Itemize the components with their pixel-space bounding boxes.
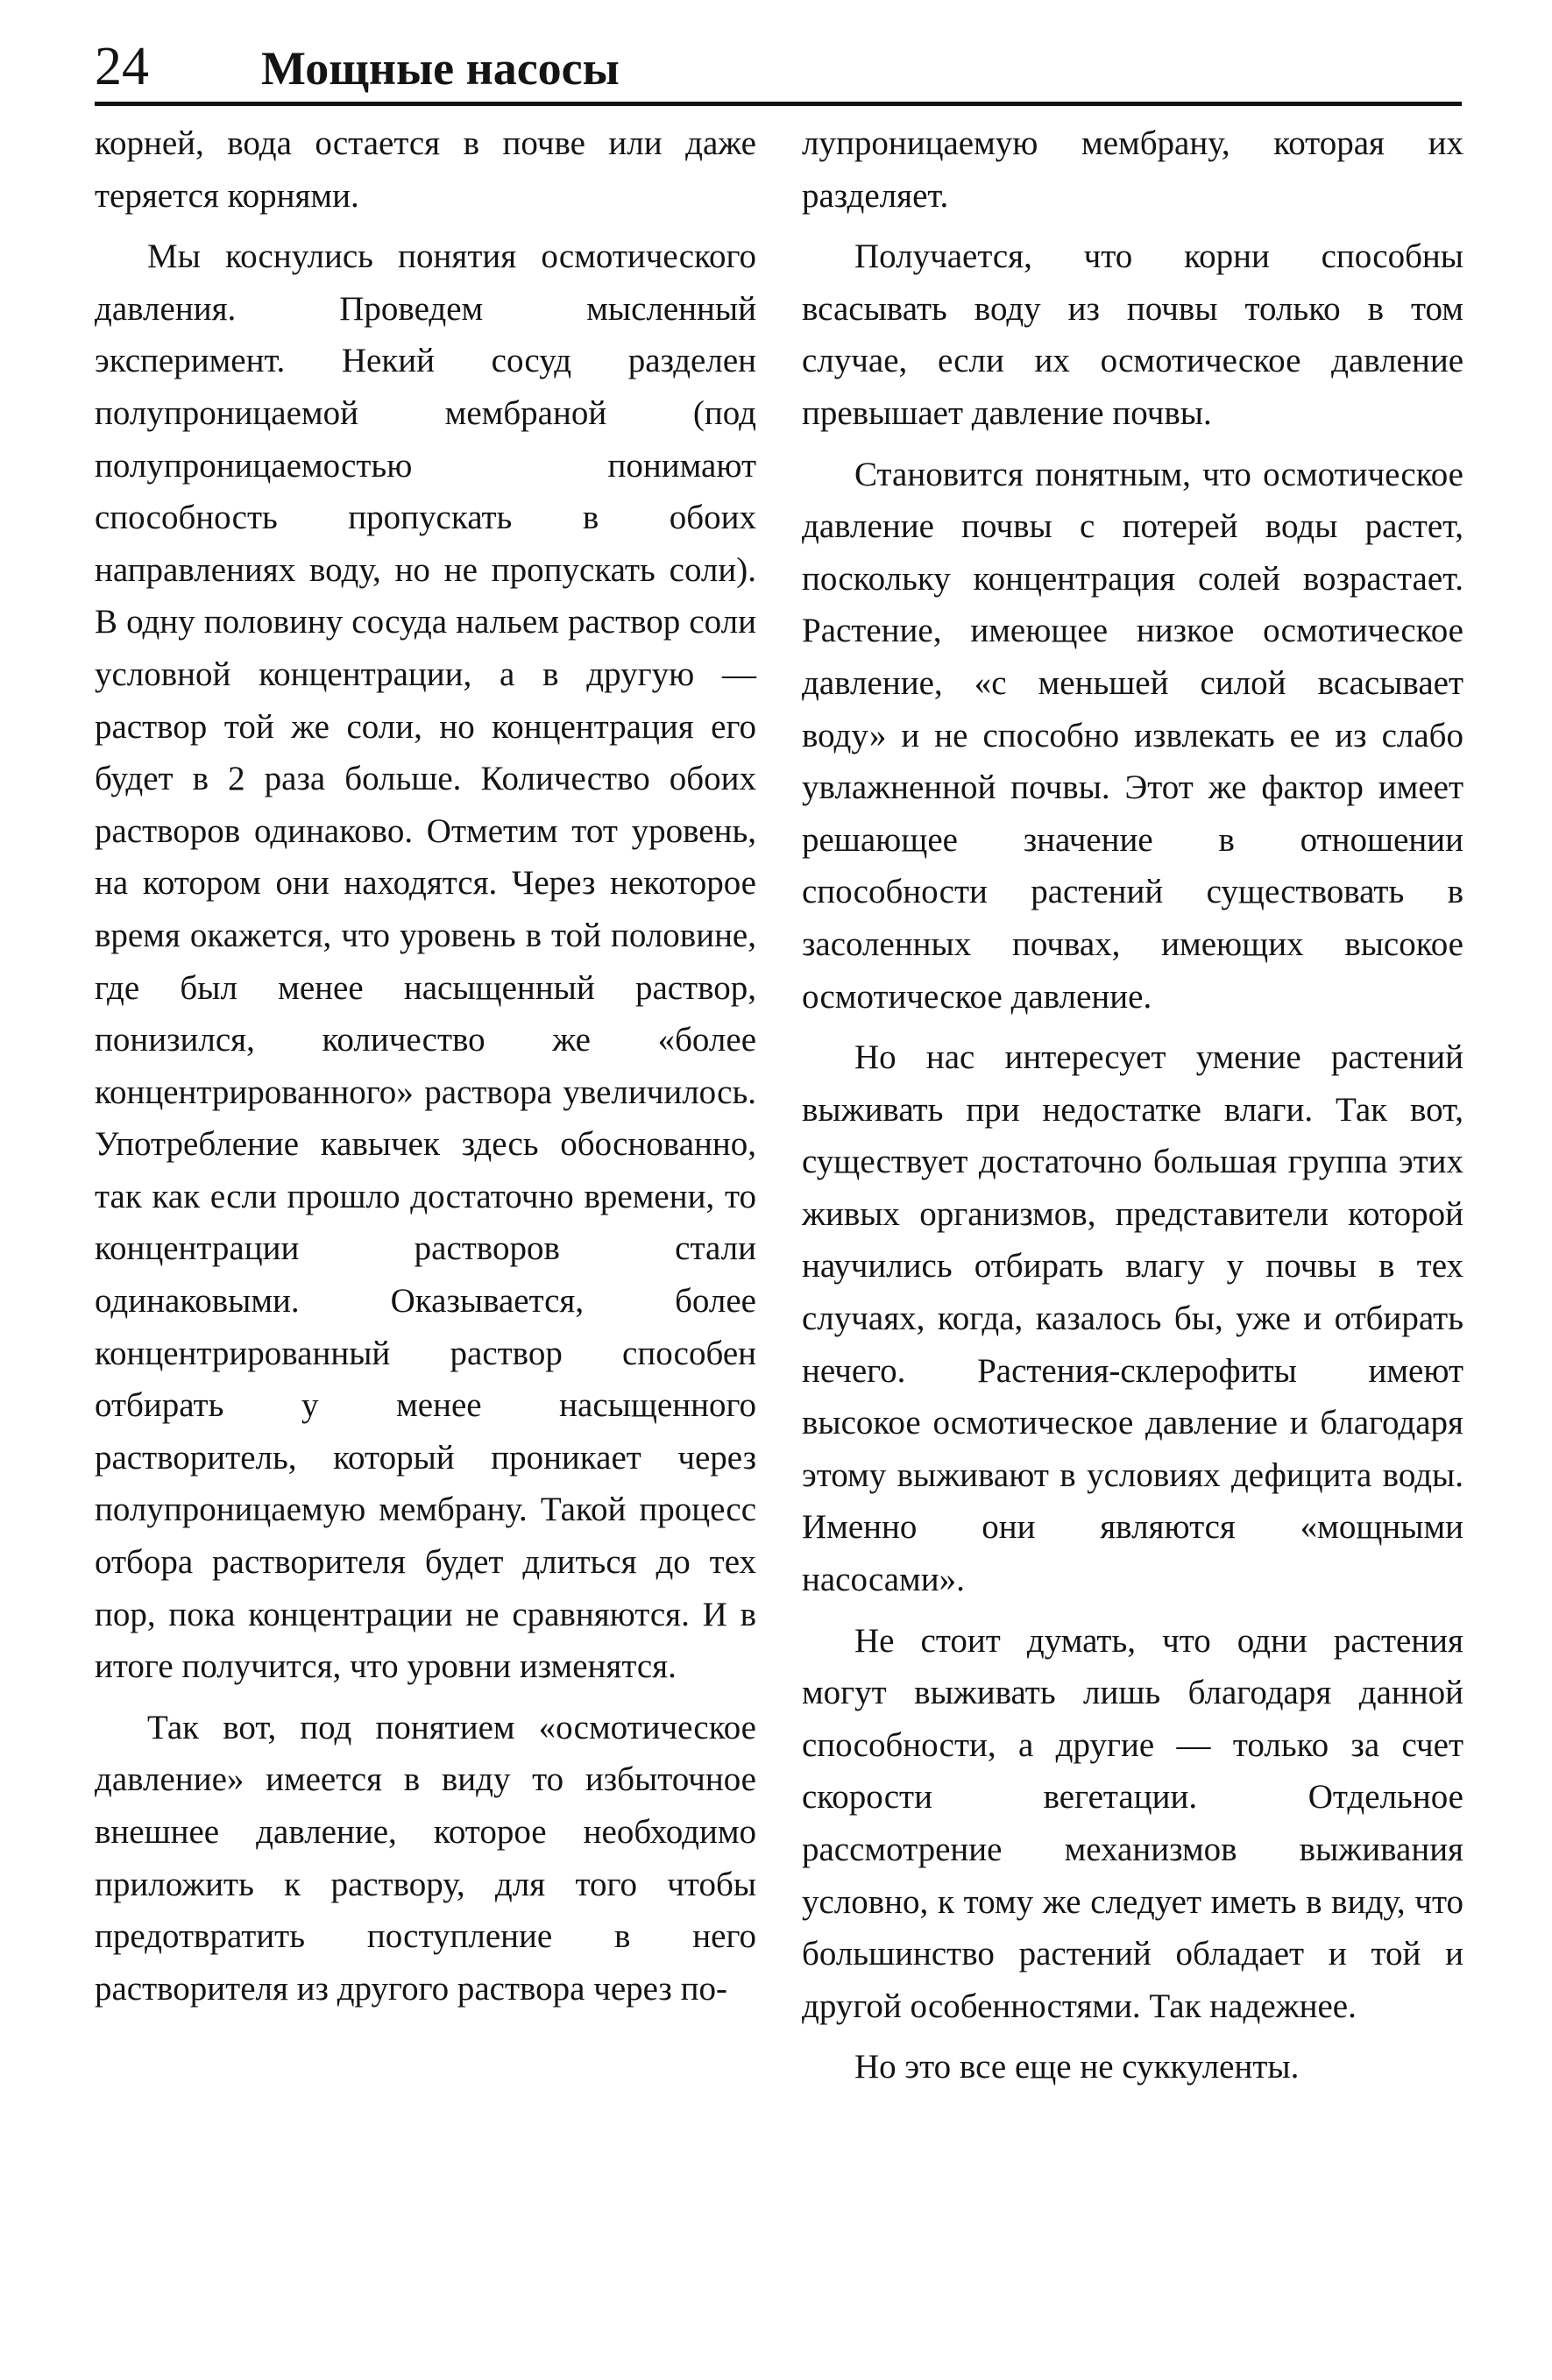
page-header	[95, 35, 1462, 98]
running-title: Мощные насосы	[261, 42, 620, 95]
paragraph: корней, вода остается в почве или даже теряется корнями.	[95, 124, 756, 215]
paragraph: Так вот, под понятием «осмотическое давление» имеется в виду то избыточное внешнее давление, которое необходимо приложить к раствору, для того чтобы предотвратить поступление в него растворителя из другого раствора через по-	[95, 1708, 756, 2008]
paragraph: Но нас интересует умение растений выживать при недостатке влаги. Так вот, существует достаточно большая группа этих живых организмов, представители которой научились отбирать влагу у почвы в тех случаях, когда, казалось бы, уже и отбирать нечего. Растения-склерофиты имеют высокое осмотическое давление и благодаря этому выживают в условиях дефицита воды. Именно они являются «мощными насосами».	[802, 1038, 1463, 1599]
paragraph: лупроницаемую мембрану, которая их разделяет.	[802, 124, 1463, 215]
paragraph: Получается, что корни способны всасывать воду из почвы только в том случае, если их осмотическое давление превышает давление почвы.	[802, 237, 1463, 432]
right-column	[802, 117, 1463, 2102]
left-column	[95, 117, 756, 2023]
paragraph: Становится понятным, что осмотическое давление почвы с потерей воды растет, поскольку концентрация солей возрастает. Растение, имеющее низкое осмотическое давление, «с меньшей силой всасывает воду» и не способно извлекать ее из слабо увлажненной почвы. Этот же фактор имеет решающее значение в отношении способности растений существовать в засоленных почвах, имеющих высокое осмотическое давление.	[802, 455, 1463, 1016]
paragraph: Не стоит думать, что одни растения могут выживать лишь благодаря данной способности, а другие — только за счет скорости вегетации. Отдельное рассмотрение механизмов выживания условно, к тому же следует иметь в виду, что большинство растений обладает и той и другой особенностями. Так надежнее.	[802, 1621, 1463, 2025]
paragraph: Мы коснулись понятия осмотического давления. Проведем мысленный эксперимент. Некий сосуд разделен полупроницаемой мембраной (под полупроницаемостью понимают способность пропускать в обоих направлениях воду, но не пропускать соли). В одну половину сосуда нальем раствор соли условной концентрации, а в другую — раствор той же соли, но концентрация его будет в 2 раза больше. Количество обоих растворов одинаково. Отметим тот уровень, на котором они находятся. Через некоторое время окажется, что уровень в той половине, где был менее насыщенный раствор, понизился, количество же «более концентрированного» раствора увеличилось. Употребление кавычек здесь обоснованно, так как если прошло достаточно времени, то концентрации растворов стали одинаковыми. Оказывается, более концентрированный раствор способен отбирать у менее насыщенного растворитель, который проникает через полупроницаемую мембрану. Такой процесс отбора растворителя будет длиться до тех пор, пока концентрации не сравняются. И в итоге получится, что уровни изменятся.	[95, 237, 756, 1686]
page-number: 24	[95, 37, 149, 96]
header-rule	[95, 102, 1462, 106]
paragraph: Но это все еще не суккуленты.	[854, 2048, 1300, 2086]
